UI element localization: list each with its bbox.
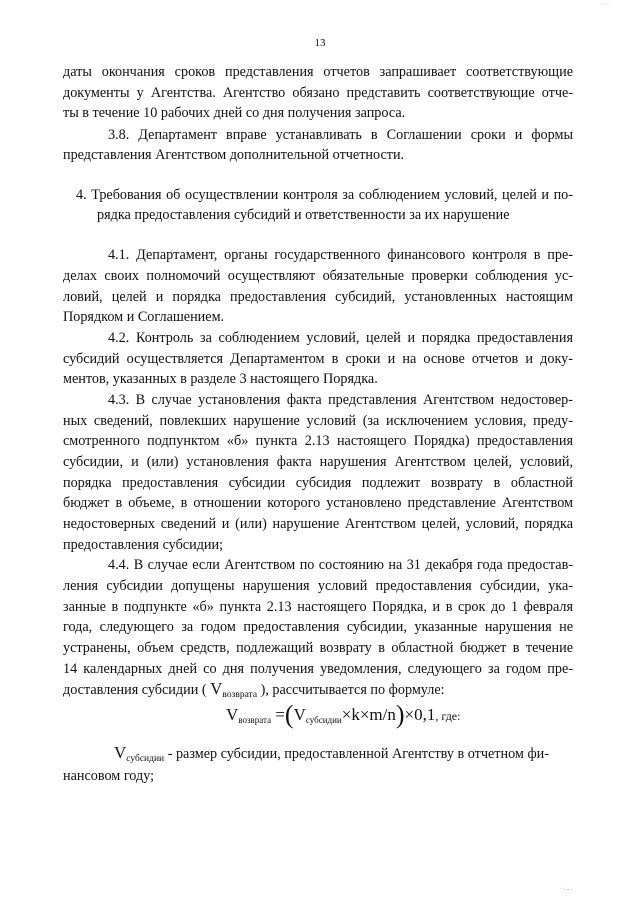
formula-v-subscript: возврата xyxy=(238,715,272,725)
text-line: представления Агентством дополнительной отчетности. xyxy=(63,147,405,163)
formula-open-paren: ( xyxy=(284,700,294,729)
scan-artifact-bottom: · . .. . xyxy=(560,886,573,892)
text-line: субсидий осуществляется Департаментом в сроки и на основе отчетов и доку- xyxy=(63,351,573,367)
intro-text-before: доставления субсидии ( xyxy=(63,682,207,698)
scan-artifact-top: · · · xyxy=(600,2,609,8)
text-line: 4.1. Департамент, органы государственного финансового контроля в пре- xyxy=(108,247,573,263)
text-line: занные в подпункте «б» пункта 2.13 настоящего Порядка, и в срок до 1 февраля xyxy=(63,599,573,615)
definition-symbol: V xyxy=(114,743,127,762)
section-heading-line: 4. Требования об осуществлении контроля за соблюдением условий, целей и по- xyxy=(76,187,573,203)
text-line: ментов, указанных в разделе 3 настоящего Порядка. xyxy=(63,371,378,387)
intro-text-after: ), рассчитывается по формуле: xyxy=(260,682,445,698)
formula-tail: ×0,1 xyxy=(404,705,436,724)
text-line: ления субсидии допущены нарушения условий предоставления субсидии, ука- xyxy=(63,578,573,594)
text-line: 4.4. В случае если Агентством по состоянию на 31 декабря года предостав- xyxy=(108,557,573,573)
text-line: года, следующего за годом предоставления субсидии, указанные нарушения не xyxy=(63,619,573,635)
text-line: порядка предоставления субсидии субсидия подлежит возврату в областной xyxy=(63,475,573,491)
formula-equals: = xyxy=(275,705,285,724)
text-line: 3.8. Департамент вправе устанавливать в Соглашении сроки и формы xyxy=(108,127,573,143)
text-line: смотренного подпунктом «б» пункта 2.13 настоящего Порядка) предоставления xyxy=(63,433,573,449)
text-line: 14 календарных дней со дня получения уведомления, следующего за годом пре- xyxy=(63,661,573,677)
text-line: 4.2. Контроль за соблюдением условий, целей и порядка предоставления xyxy=(108,330,573,346)
return-formula xyxy=(226,700,460,730)
definition-subscript: субсидии xyxy=(126,754,165,764)
definition-line xyxy=(114,742,549,770)
text-line: даты окончания сроков представления отчетов запрашивает соответствующие xyxy=(63,64,573,80)
text-line: ных сведений, повлекших нарушение условий (за исключением условия, преду- xyxy=(63,413,573,429)
section-heading-line: рядка предоставления субсидий и ответственности за их нарушение xyxy=(97,207,510,223)
definition-text: - размер субсидии, предоставленной Агентству в отчетном фи- xyxy=(164,746,549,762)
text-line: документы у Агентства. Агентство обязано представить соответствующие отче- xyxy=(63,85,573,101)
page-number: 13 xyxy=(314,37,326,49)
formula-v2: V xyxy=(293,705,306,724)
text-line: Порядком и Соглашением. xyxy=(63,309,225,325)
formula-v: V xyxy=(226,705,239,724)
text-line: субсидии, и (или) установления факта нарушения Агентством целей, условий, xyxy=(63,454,573,470)
v-return-subscript: возврата xyxy=(222,690,258,700)
definition-line-2: нансовом году; xyxy=(63,768,155,784)
text-line: ты в течение 10 рабочих дней со дня получения запроса. xyxy=(63,105,406,121)
text-line: устранены, объем средств, подлежащий возврату в областной бюджет в течение xyxy=(63,640,573,656)
text-line: недостоверных сведений и (или) нарушение Агентством целей, условий, порядка xyxy=(63,516,573,532)
formula-suffix: , где: xyxy=(435,709,461,723)
text-line: бюджет в объеме, в отношении которого установлено представление Агентством xyxy=(63,495,573,511)
text-line: ловий, целей и порядка предоставления субсидий, установленных настоящим xyxy=(63,289,573,305)
formula-v2-subscript: субсидии xyxy=(305,715,342,725)
v-return-symbol: V xyxy=(210,679,223,698)
text-line: предоставления субсидии; xyxy=(63,537,224,553)
formula-middle: ×k×m/n xyxy=(341,705,396,724)
text-line: делах своих полномочий осуществляют обязательные проверки соблюдения ус- xyxy=(63,268,573,284)
formula-close-paren: ) xyxy=(395,700,405,729)
text-line: 4.3. В случае установления факта представления Агентством недостовер- xyxy=(108,392,573,408)
